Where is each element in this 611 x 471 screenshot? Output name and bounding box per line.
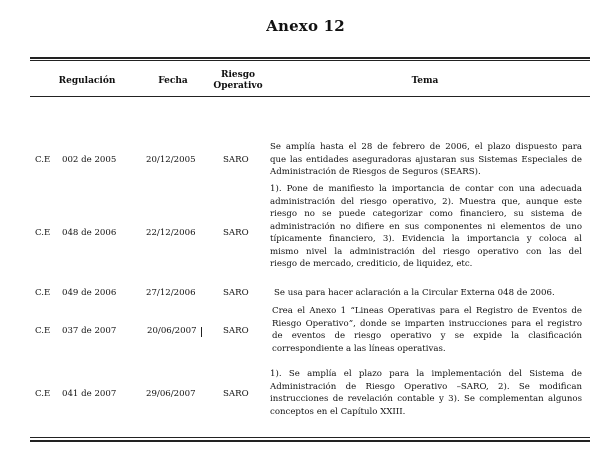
tema-line: conceptos en el Capítulo XXIII. <box>270 406 406 417</box>
row-prefix: C.E <box>35 288 51 298</box>
row-riesgo: SARO <box>223 155 249 165</box>
header-tema: Tema <box>411 76 439 86</box>
tema-line: Administración de Riesgos de Seguros (SEARS). <box>270 167 481 177</box>
row-regulation-number: 048 de 2006 <box>62 228 117 238</box>
tema-line: típicamente financiero, 3). Evidencia la importancia y coloca al <box>270 234 582 244</box>
tema-line: Riesgo Operativo”, donde se imparten instrucciones para el registro <box>272 318 582 329</box>
row-fecha: 20/06/2007 <box>147 326 197 336</box>
row-regulation-number: 049 de 2006 <box>62 288 117 298</box>
row-regulation-number: 037 de 2007 <box>62 326 117 336</box>
row-fecha: 20/12/2005 <box>146 155 196 165</box>
row-regulation-number: 002 de 2005 <box>62 155 117 165</box>
table-bottom-rule-outer <box>30 440 590 442</box>
tema-line: mismo nivel la administración del riesgo operativo con las del <box>270 246 582 257</box>
row-riesgo: SARO <box>223 228 249 238</box>
row-prefix: C.E <box>35 389 51 399</box>
row-riesgo: SARO <box>223 288 249 298</box>
tema-line: instrucciones de revelación contable y 3). Se complementan algunos <box>270 394 582 404</box>
header-riesgo-line1: Riesgo <box>221 70 255 80</box>
text-cursor <box>201 327 202 337</box>
header-fecha: Fecha <box>158 76 188 86</box>
table-bottom-rule <box>30 437 590 438</box>
row-tema <box>272 305 582 355</box>
row-prefix: C.E <box>35 155 51 165</box>
tema-line: 1). Pone de manifiesto la importancia de contar con una adecuada <box>270 184 582 194</box>
tema-line: Se usa para hacer aclaración a la Circular Externa 048 de 2006. <box>274 288 555 298</box>
header-bottom-rule <box>30 96 590 97</box>
tema-line: correspondiente a las líneas operativas. <box>272 343 446 354</box>
row-tema <box>270 183 582 271</box>
tema-line: de eventos de riesgo operativo y se expide la clasificación <box>272 331 582 341</box>
header-riesgo-operativo <box>208 70 268 92</box>
row-prefix: C.E <box>35 228 51 238</box>
tema-line: Crea el Anexo 1 “Lineas Operativas para el Registro de Eventos de <box>272 306 582 316</box>
row-tema <box>270 141 582 179</box>
table-top-rule <box>30 57 590 59</box>
tema-line: administración no difiere en sus componentes ni elementos de uno <box>270 221 582 232</box>
header-riesgo-line2: Operativo <box>213 81 263 91</box>
tema-line: riesgo de mercado, crediticio, de liquidez, etc. <box>270 259 473 269</box>
row-fecha: 22/12/2006 <box>146 228 196 238</box>
table-top-rule-inner <box>30 60 590 61</box>
row-prefix: C.E <box>35 326 51 336</box>
tema-line: 1). Se amplía el plazo para la implementación del Sistema de <box>270 369 582 379</box>
row-fecha: 27/12/2006 <box>146 288 196 298</box>
row-riesgo: SARO <box>223 326 249 336</box>
row-tema <box>270 368 582 418</box>
row-regulation-number: 041 de 2007 <box>62 389 117 399</box>
tema-line: riesgo no se puede categorizar como financiero, su sistema de <box>270 209 582 219</box>
page-title: Anexo 12 <box>266 17 345 35</box>
header-regulacion: Regulación <box>58 76 116 86</box>
row-tema <box>274 287 586 300</box>
tema-line: administración del riesgo operativo, 2). Muestra que, aunque este <box>270 196 582 207</box>
tema-line: que las entidades aseguradoras ajustaran sus Sistemas Especiales de <box>270 154 582 165</box>
tema-line: Se amplía hasta el 28 de febrero de 2006, el plazo dispuesto para <box>270 142 582 152</box>
tema-line: Administración de Riesgo Operativo –SARO, 2). Se modifican <box>270 381 582 392</box>
row-riesgo: SARO <box>223 389 249 399</box>
row-fecha: 29/06/2007 <box>146 389 196 399</box>
